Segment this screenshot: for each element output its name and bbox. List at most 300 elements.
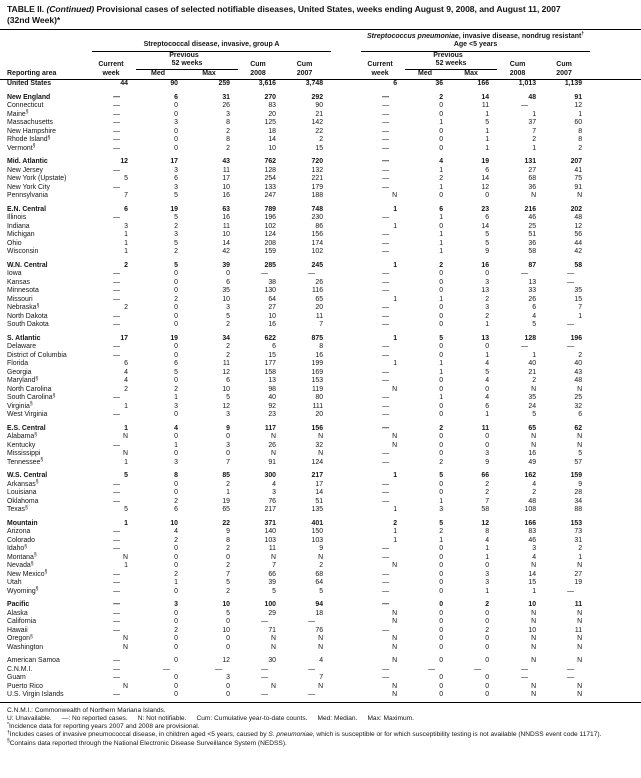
- value-cell: —: [382, 497, 390, 505]
- reporting-area-cell: S. Atlantic: [7, 334, 41, 342]
- value-cell: 43: [222, 158, 230, 166]
- filler-cell: [590, 343, 641, 352]
- value-cell: N: [318, 643, 324, 651]
- value-cell: 9: [319, 545, 324, 553]
- value-cell: 39: [222, 261, 230, 269]
- reporting-area-cell: Iowa: [7, 270, 22, 278]
- value-cell: 3: [174, 402, 178, 410]
- value-cell: 0: [439, 601, 444, 609]
- reporting-area-cell: West Virginia: [7, 411, 48, 419]
- reporting-area-cell: Oklahoma: [7, 497, 39, 505]
- reporting-area-cell: Vermont§: [7, 143, 36, 152]
- reporting-area-cell: Montana§: [7, 552, 37, 561]
- value-cell: N: [577, 433, 583, 441]
- value-cell: N: [531, 609, 537, 617]
- group-gap-cell: [331, 394, 361, 403]
- value-cell: 748: [311, 205, 324, 213]
- value-cell: 0: [174, 110, 178, 118]
- value-cell: N: [531, 682, 537, 690]
- table-row: [0, 262, 641, 271]
- group-gap-cell: [331, 571, 361, 580]
- group-a-title-text: Streptococcal disease, invasive, group A: [143, 41, 280, 49]
- value-cell: 68: [315, 570, 324, 578]
- reporting-area-cell: Tennessee§: [7, 457, 44, 466]
- value-cell: N: [531, 441, 537, 449]
- reporting-area-cell: New Mexico§: [7, 569, 48, 578]
- value-cell: 221: [311, 175, 324, 183]
- cum-2007-header: Cum: [556, 60, 572, 68]
- value-cell: 3: [226, 110, 230, 118]
- filler-cell: [590, 158, 641, 167]
- table-row: [0, 627, 641, 636]
- value-cell: —: [113, 351, 120, 359]
- value-cell: 1: [485, 351, 490, 359]
- value-cell: 245: [311, 261, 324, 269]
- value-cell: 156: [311, 424, 324, 432]
- value-cell: 0: [439, 635, 444, 643]
- reporting-area-cell: New York City: [7, 183, 50, 191]
- table-body: [0, 80, 641, 703]
- value-cell: 259: [218, 80, 230, 88]
- value-cell: —: [113, 497, 120, 505]
- value-cell: —: [567, 278, 575, 286]
- value-cell: —: [382, 394, 390, 402]
- value-cell: 14: [481, 175, 490, 183]
- value-cell: —: [567, 665, 575, 673]
- reporting-area-cell: Arkansas§: [7, 479, 39, 488]
- value-cell: 270: [264, 93, 276, 101]
- value-cell: 5: [319, 587, 324, 595]
- value-cell: 6: [226, 278, 230, 286]
- table-row: [0, 411, 641, 420]
- value-cell: 2: [226, 343, 230, 351]
- reporting-area-cell: Wyoming§: [7, 586, 39, 595]
- value-cell: 1: [485, 110, 490, 118]
- reporting-area-cell: South Dakota: [7, 321, 49, 329]
- value-cell: 5: [439, 334, 444, 342]
- group-b-title-line2: Age <5 years: [453, 41, 498, 49]
- value-cell: —: [382, 402, 390, 410]
- value-cell: 0: [174, 321, 178, 329]
- value-cell: 57: [574, 458, 583, 466]
- value-cell: 150: [311, 528, 324, 536]
- value-cell: 1: [439, 248, 444, 256]
- value-cell: 11: [222, 166, 230, 174]
- value-cell: 0: [174, 657, 178, 665]
- value-cell: 9: [226, 528, 230, 536]
- table-row: [0, 394, 641, 403]
- value-cell: 51: [315, 497, 324, 505]
- title-label: TABLE II.: [7, 4, 45, 14]
- value-cell: 2: [124, 304, 128, 312]
- value-cell: 875: [311, 334, 324, 342]
- value-cell: —: [382, 587, 390, 595]
- value-cell: 7: [226, 458, 230, 466]
- value-cell: 3: [174, 601, 178, 609]
- section-marker: §: [33, 552, 37, 559]
- value-cell: —: [382, 553, 390, 561]
- table-row: [0, 352, 641, 361]
- value-cell: 2: [439, 458, 444, 466]
- value-cell: N: [271, 643, 276, 651]
- value-cell: 0: [485, 441, 490, 449]
- value-cell: N: [577, 682, 583, 690]
- filler-cell: [590, 287, 641, 296]
- value-cell: 90: [315, 102, 324, 110]
- value-cell: 3: [485, 278, 490, 286]
- value-cell: 0: [174, 545, 178, 553]
- group-gap-cell: [331, 248, 361, 257]
- table-row: [0, 360, 641, 369]
- reporting-area-cell: W.N. Central: [7, 261, 48, 269]
- value-cell: 80: [315, 394, 324, 402]
- value-cell: —: [382, 368, 390, 376]
- value-cell: N: [318, 682, 324, 690]
- value-cell: 5: [226, 312, 230, 320]
- group-gap-cell: [331, 262, 361, 271]
- value-cell: N: [531, 562, 537, 570]
- value-cell: 10: [528, 601, 537, 609]
- table-row: [0, 369, 641, 378]
- value-cell: 1: [485, 553, 490, 561]
- value-cell: 4: [532, 553, 537, 561]
- filler-cell: [590, 579, 641, 588]
- value-cell: —: [521, 674, 529, 682]
- value-cell: 32: [315, 441, 324, 449]
- value-cell: 48: [574, 214, 583, 222]
- value-cell: 58: [528, 248, 537, 256]
- reporting-area-cell: New Hampshire: [7, 127, 57, 135]
- value-cell: —: [521, 102, 529, 110]
- value-cell: 18: [268, 127, 276, 135]
- value-cell: 0: [174, 102, 178, 110]
- value-cell: 0: [405, 691, 451, 702]
- reporting-area-cell: Ohio: [7, 239, 22, 247]
- group-gap-cell: [331, 102, 361, 111]
- table-row: [0, 128, 641, 137]
- value-cell: 6: [174, 175, 178, 183]
- value-cell: N: [577, 192, 583, 200]
- header-cell: [331, 33, 361, 52]
- value-cell: —: [261, 618, 268, 626]
- value-cell: 8: [174, 472, 178, 480]
- value-cell: 4: [174, 528, 178, 536]
- value-cell: 9: [226, 424, 230, 432]
- value-cell: —: [382, 411, 390, 419]
- notifiable-diseases-table: [0, 33, 641, 703]
- value-cell: 0: [174, 562, 178, 570]
- section-marker: §: [30, 560, 34, 567]
- reporting-area-cell: New Jersey: [7, 166, 43, 174]
- value-cell: 162: [524, 472, 537, 480]
- value-cell: 75: [574, 175, 583, 183]
- value-cell: N: [531, 618, 537, 626]
- value-cell: 12: [222, 368, 230, 376]
- dagger-marker: †: [581, 31, 585, 38]
- value-cell: 1: [393, 334, 398, 342]
- value-cell: 9: [485, 248, 490, 256]
- value-cell: 3: [226, 411, 230, 419]
- value-cell: 0: [485, 385, 490, 393]
- section-marker: §: [52, 392, 56, 399]
- filler-cell: [590, 627, 641, 636]
- value-cell: 2: [578, 144, 583, 152]
- group-a-title: [92, 33, 331, 52]
- value-cell: 153: [311, 377, 324, 385]
- reporting-area-cell: North Dakota: [7, 312, 48, 320]
- filler-cell: [590, 377, 641, 386]
- value-cell: 0: [174, 450, 178, 458]
- value-cell: 247: [264, 192, 276, 200]
- year-2007-header: 2007: [544, 69, 590, 80]
- value-cell: 0: [439, 674, 444, 682]
- table-row: [0, 506, 641, 515]
- group-gap-cell: [331, 167, 361, 176]
- value-cell: 2: [226, 545, 230, 553]
- value-cell: 0: [174, 312, 178, 320]
- footnote-section: §Contains data reported through the National Electronic Disease Surveillance System (NEDSS).: [7, 738, 287, 747]
- reporting-area-cell: Rhode Island§: [7, 134, 51, 144]
- value-cell: 5: [439, 472, 444, 480]
- value-cell: 62: [574, 424, 583, 432]
- reporting-area-cell: Pacific: [7, 601, 30, 609]
- value-cell: —: [113, 93, 120, 101]
- reporting-area-cell: Connecticut: [7, 102, 44, 110]
- filler-cell: [590, 674, 641, 683]
- value-cell: N: [271, 553, 276, 561]
- table-row: [0, 313, 641, 322]
- value-cell: 131: [524, 158, 537, 166]
- filler-cell: [590, 335, 641, 344]
- value-cell: 0: [174, 278, 178, 286]
- value-cell: 1: [439, 231, 444, 239]
- value-cell: —: [113, 441, 120, 449]
- value-cell: 3: [226, 674, 230, 682]
- value-cell: 4: [485, 377, 490, 385]
- filler-cell: [590, 352, 641, 361]
- filler-cell: [590, 240, 641, 249]
- value-cell: N: [531, 643, 537, 651]
- value-cell: 2: [226, 562, 230, 570]
- cum-2007-header: Cum: [296, 60, 313, 68]
- filler-cell: [590, 618, 641, 627]
- table-row: [0, 175, 641, 184]
- value-cell: 71: [268, 626, 276, 634]
- value-cell: 0: [439, 553, 444, 561]
- value-cell: 36: [528, 183, 537, 191]
- value-cell: —: [382, 278, 390, 286]
- value-cell: 0: [174, 609, 178, 617]
- value-cell: 5: [439, 519, 444, 527]
- value-cell: 4: [174, 424, 178, 432]
- value-cell: 1,013: [518, 80, 537, 88]
- value-cell: 174: [311, 239, 324, 247]
- group-gap-cell: [331, 369, 361, 378]
- reporting-area-cell: Arizona: [7, 528, 31, 536]
- value-cell: 285: [264, 261, 276, 269]
- value-cell: 38: [268, 278, 276, 286]
- value-cell: —: [382, 312, 390, 320]
- reporting-area-cell: E.S. Central: [7, 424, 46, 432]
- current-week-header: Current: [98, 60, 124, 68]
- value-cell: 40: [574, 360, 583, 368]
- value-cell: 132: [311, 166, 324, 174]
- value-cell: 11: [315, 312, 324, 320]
- value-cell: —: [113, 214, 120, 222]
- header-cell: [0, 60, 92, 69]
- group-gap-cell: [331, 386, 361, 395]
- filler-cell: [590, 545, 641, 554]
- value-cell: 2: [532, 136, 537, 144]
- reporting-area-cell: Utah: [7, 579, 22, 587]
- value-cell: 108: [524, 506, 537, 514]
- table-row: [0, 145, 641, 154]
- value-cell: 5: [485, 368, 490, 376]
- value-cell: 1: [124, 402, 128, 410]
- value-cell: 0: [174, 618, 178, 626]
- value-cell: —: [382, 183, 390, 191]
- value-cell: 0: [485, 433, 490, 441]
- reporting-area-cell: District of Columbia: [7, 351, 67, 359]
- reporting-area-cell: Nebraska§: [7, 302, 40, 312]
- value-cell: 14: [528, 570, 537, 578]
- value-cell: 24: [528, 402, 537, 410]
- value-cell: 3: [485, 450, 490, 458]
- value-cell: 1: [485, 144, 490, 152]
- value-cell: N: [123, 450, 128, 458]
- table-row: [0, 674, 641, 683]
- filler-cell: [590, 528, 641, 537]
- section-marker: §: [7, 738, 10, 745]
- table-row: [0, 442, 641, 451]
- value-cell: 0: [226, 270, 230, 278]
- value-cell: 1: [439, 360, 444, 368]
- value-cell: 0: [439, 643, 444, 651]
- value-cell: 2: [174, 222, 178, 230]
- value-cell: 0: [439, 489, 444, 497]
- value-cell: —: [113, 287, 120, 295]
- value-cell: 0: [136, 691, 186, 702]
- value-cell: 1: [124, 458, 128, 466]
- value-cell: —: [113, 312, 120, 320]
- value-cell: 91: [268, 458, 276, 466]
- value-cell: 7: [485, 497, 490, 505]
- value-cell: 14: [481, 93, 490, 101]
- value-cell: 156: [311, 231, 324, 239]
- filler-cell: [590, 206, 641, 215]
- med-header: Med: [136, 69, 186, 80]
- value-cell: 86: [315, 222, 324, 230]
- value-cell: 3: [439, 506, 444, 514]
- value-cell: N: [318, 553, 324, 561]
- value-cell: 102: [264, 222, 276, 230]
- reporting-area-cell: Michigan: [7, 231, 35, 239]
- week-header: week: [361, 69, 405, 80]
- value-cell: 2: [174, 536, 178, 544]
- value-cell: 3: [226, 304, 230, 312]
- value-cell: 6: [578, 411, 583, 419]
- value-cell: 19: [574, 579, 583, 587]
- group-gap-cell: [331, 175, 361, 184]
- table-row: [0, 610, 641, 619]
- table-row: [0, 657, 641, 666]
- group-gap-cell: [331, 192, 361, 201]
- value-cell: 2: [578, 351, 583, 359]
- value-cell: 254: [264, 175, 276, 183]
- value-cell: 8: [578, 127, 583, 135]
- section-marker: §: [29, 401, 33, 408]
- value-cell: 18: [315, 609, 324, 617]
- value-cell: N: [271, 635, 276, 643]
- year-2008-header: 2008: [238, 69, 284, 80]
- value-cell: 41: [574, 166, 583, 174]
- value-cell: —: [113, 545, 120, 553]
- value-cell: 2: [174, 570, 178, 578]
- value-cell: 35: [222, 287, 230, 295]
- filler-cell: [590, 296, 641, 305]
- value-cell: 85: [222, 472, 230, 480]
- value-cell: —: [428, 665, 436, 673]
- value-cell: 11: [481, 102, 490, 110]
- group-gap-cell: [331, 158, 361, 167]
- value-cell: 0: [226, 643, 230, 651]
- value-cell: 0: [174, 553, 178, 561]
- table-row: [0, 223, 641, 232]
- value-cell: 1: [393, 261, 398, 269]
- filler-cell: [590, 520, 641, 529]
- value-cell: 22: [222, 519, 230, 527]
- value-cell: N: [271, 433, 276, 441]
- value-cell: 19: [222, 497, 230, 505]
- value-cell: 0: [174, 635, 178, 643]
- footnote-cnmi: C.N.M.I.: Commonwealth of Northern Mariana Islands.: [7, 706, 166, 714]
- max-header: Max: [186, 69, 238, 80]
- value-cell: —: [521, 270, 529, 278]
- year-2007-header: 2007: [284, 69, 331, 80]
- filler-cell: [590, 411, 641, 420]
- filler-cell: [590, 119, 641, 128]
- value-cell: 159: [264, 248, 276, 256]
- value-cell: —: [113, 127, 120, 135]
- reporting-area-cell: Georgia: [7, 368, 32, 376]
- value-cell: 31: [222, 93, 230, 101]
- reporting-area-cell: Kentucky: [7, 441, 36, 449]
- value-cell: N: [123, 433, 128, 441]
- table-row: [0, 335, 641, 344]
- value-cell: 16: [222, 214, 230, 222]
- section-marker: §: [25, 504, 28, 511]
- group-gap-cell: [331, 145, 361, 154]
- value-cell: 179: [311, 183, 324, 191]
- title-week: (32nd Week)*: [7, 14, 61, 25]
- value-cell: 5: [226, 579, 230, 587]
- value-cell: —: [113, 295, 120, 303]
- filler-cell: [590, 321, 641, 330]
- value-cell: 15: [315, 144, 324, 152]
- value-cell: N: [577, 618, 583, 626]
- value-cell: 0: [226, 553, 230, 561]
- group-gap-cell: [331, 287, 361, 296]
- reporting-area-cell: W.S. Central: [7, 472, 48, 480]
- value-cell: 51: [528, 231, 537, 239]
- value-cell: —: [261, 270, 268, 278]
- value-cell: 0: [439, 626, 444, 634]
- value-cell: 11: [222, 222, 230, 230]
- value-cell: —: [382, 545, 390, 553]
- value-cell: 1: [124, 424, 128, 432]
- value-cell: 64: [268, 295, 276, 303]
- group-gap-cell: [331, 472, 361, 481]
